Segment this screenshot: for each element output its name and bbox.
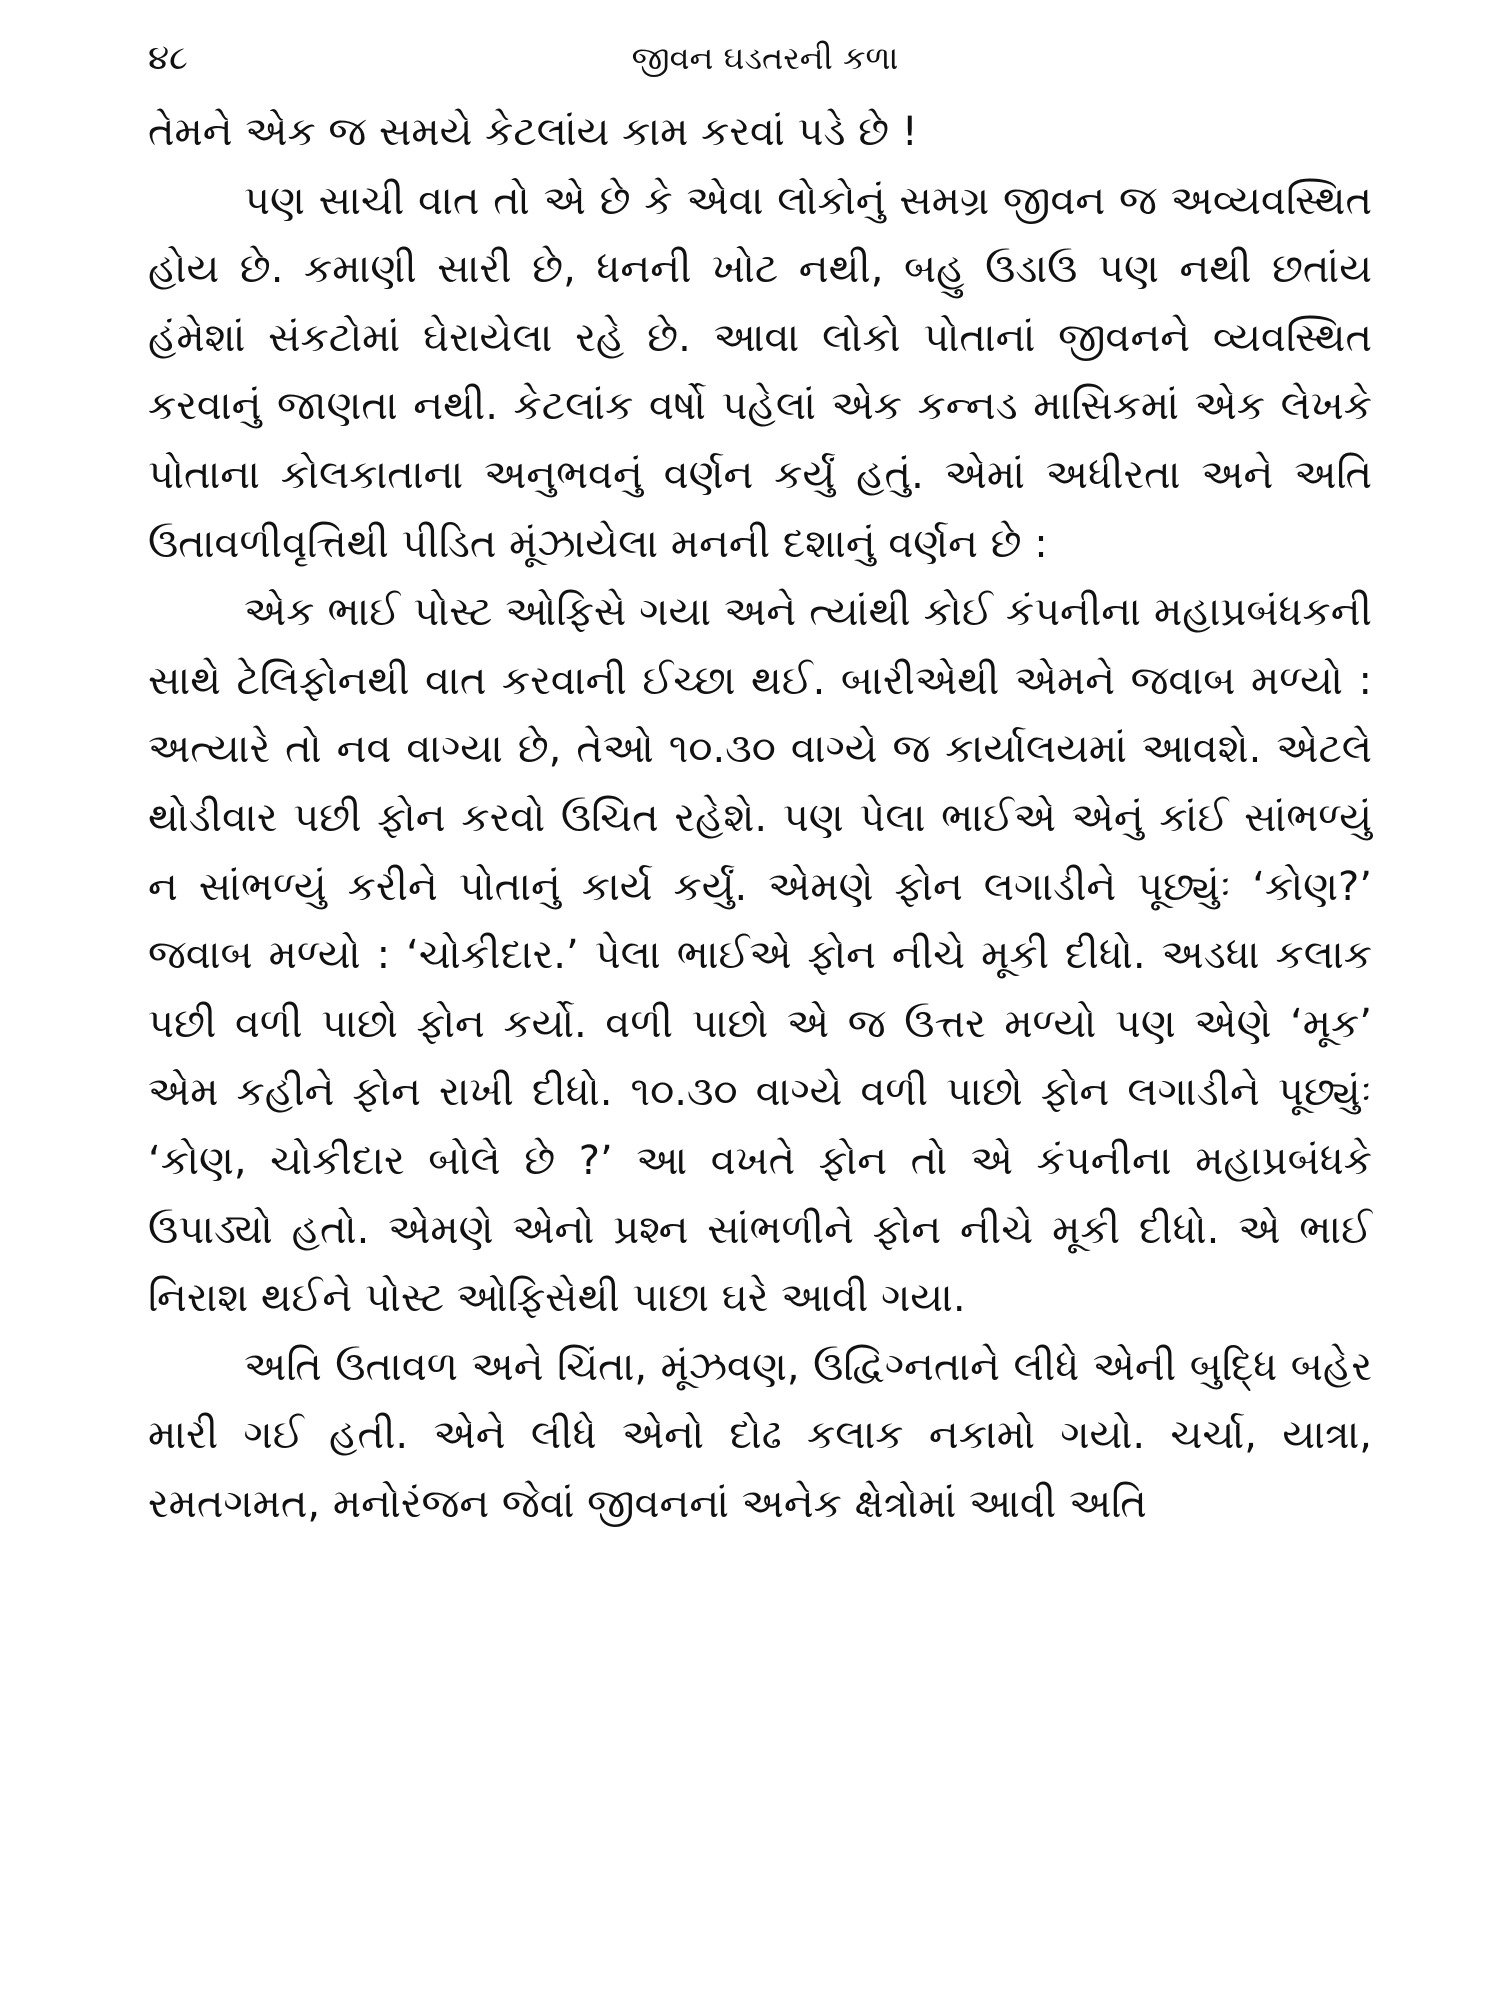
page-number: ૪૮ (148, 38, 188, 78)
paragraph-continued: તેમને એક જ સમયે કેટલાંય કામ કરવાં પડે છે ! (148, 109, 918, 155)
paragraph: પણ સાચી વાત તો એ છે કે એવા લોકોનું સમગ્ર જીવન જ અવ્યવસ્થિત હોય છે. કમાણી સારી છે, ધનની ખોટ નથી, બહુ ઉડાઉ પણ નથી છતાંય હંમેશાં સંકટોમાં ઘેરાયેલા રહે છે. આવા લોકો પોતાનાં જીવનને વ્યવસ્થિત કરવાનું જાણતા નથી. કેટલાંક વર્ષો પહેલાં એક કન્નડ માસિકમાં એક લેખકે પોતાના કોલકાતાના અનુભવનું વર્ણન કર્યું હતું. એમાં અધીરતા અને અતિ ઉતાવળીવૃત્તિથી પીડિત મૂંઝાયેલા મનની દશાનું વર્ણન છે : (148, 177, 1372, 567)
body-text (148, 98, 1372, 1538)
running-title: જીવન ઘડતરની કળા (631, 39, 899, 77)
paragraph: એક ભાઈ પોસ્ટ ઓફિસે ગયા અને ત્યાંથી કોઈ કંપનીના મહાપ્રબંધકની સાથે ટેલિફોનથી વાત કરવાની ઈચ્છા થઈ. બારીએથી એમને જવાબ મળ્યો : અત્યારે તો નવ વાગ્યા છે, તેઓ ૧૦.૩૦ વાગ્યે જ કાર્યાલયમાં આવશે. એટલે થોડીવાર પછી ફોન કરવો ઉચિત રહેશે. પણ પેલા ભાઈએ એનું કાંઈ સાંભળ્યું ન સાંભળ્યું કરીને પોતાનું કાર્ય કર્યું. એમણે ફોન લગાડીને પૂછ્યુંઃ ‘કોણ?’ જવાબ મળ્યો : ‘ચોકીદાર.’ પેલા ભાઈએ ફોન નીચે મૂકી દીધો. અડધા કલાક પછી વળી પાછો ફોન કર્યો. વળી પાછો એ જ ઉત્તર મળ્યો પણ એણે ‘મૂક’ એમ કહીને ફોન રાખી દીધો. ૧૦.૩૦ વાગ્યે વળી પાછો ફોન લગાડીને પૂછ્યુંઃ ‘કોણ, ચોકીદાર બોલે છે ?’ આ વખતે ફોન તો એ કંપનીના મહાપ્રબંધકે ઉપાડ્યો હતો. એમણે એનો પ્રશ્ન સાંભળીને ફોન નીચે મૂકી દીધો. એ ભાઈ નિરાશ થઈને પોસ્ટ ઓફિસેથી પાછા ઘરે આવી ગયા. (148, 589, 1372, 1322)
paragraph: અતિ ઉતાવળ અને ચિંતા, મૂંઝવણ, ઉદ્વિગ્નતાને લીધે એની બુદ્ધિ બહેર મારી ગઈ હતી. એને લીધે એનો દોઢ કલાક નકામો ગયો. ચર્ચા, યાત્રા, રમતગમત, મનોરંજન જેવાં જીવનનાં અનેક ક્ષેત્રોમાં આવી અતિ (148, 1343, 1372, 1527)
page-header (148, 28, 1382, 88)
